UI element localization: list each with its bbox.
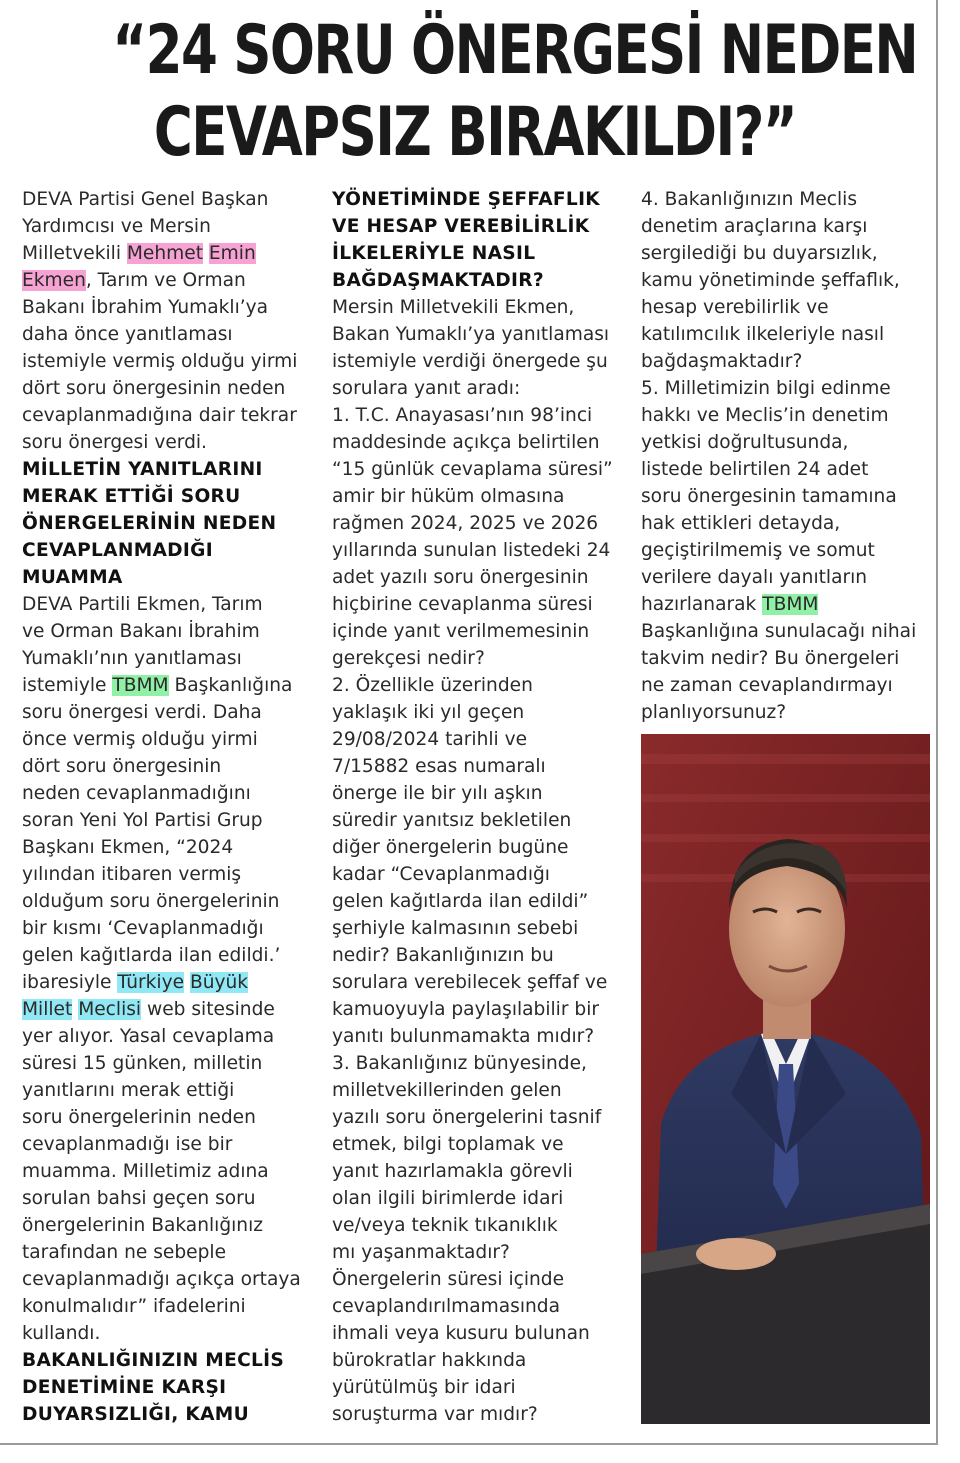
- subheading-line: [22, 537, 318, 564]
- text-segment: hesap verebilirlik ve: [641, 297, 829, 318]
- text-segment: istemiyle: [22, 675, 113, 696]
- body-text-line: [22, 780, 318, 807]
- text-segment: neden cevaplanmadığını: [22, 783, 251, 804]
- body-text-line: [22, 1266, 318, 1293]
- text-segment: daha önce yanıtlaması: [22, 324, 233, 345]
- text-segment: soru önergesi verdi.: [22, 432, 207, 453]
- text-segment: amir bir hüküm olmasına: [332, 486, 565, 507]
- subheading-line: [332, 267, 632, 294]
- body-text-line: [22, 240, 318, 267]
- body-text-line: [332, 1158, 632, 1185]
- body-text-line: [332, 1374, 632, 1401]
- text-segment: listede belirtilen 24 adet: [641, 459, 869, 480]
- text-segment: soran Yeni Yol Partisi Grup: [22, 810, 263, 831]
- subheading-line: [22, 510, 318, 537]
- body-text-line: [332, 429, 632, 456]
- text-segment: önerge ile bir yılı aşkın: [332, 783, 543, 804]
- text-segment: yanıt hazırlamakla görevli: [332, 1161, 573, 1182]
- body-text-line: [332, 780, 632, 807]
- text-segment: yanıtı bulunmamakta mıdır?: [332, 1026, 595, 1047]
- body-text-line: [22, 1185, 318, 1212]
- text-segment: DEVA Partisi Genel Başkan: [22, 189, 269, 210]
- subheading-line: [22, 1347, 318, 1374]
- text-segment: rağmen 2024, 2025 ve 2026: [332, 513, 599, 534]
- text-segment: MERAK ETTİĞİ SORU: [22, 486, 241, 507]
- text-segment: bir kısmı ‘Cevaplanmadığı: [22, 918, 264, 939]
- body-text-line: [332, 1347, 632, 1374]
- text-segment: Başkanlığına sunulacağı nihai: [641, 621, 917, 642]
- text-segment: YÖNETİMİNDE ŞEFFAFLIK: [332, 189, 600, 210]
- body-text-line: [332, 1266, 632, 1293]
- body-text-line: [332, 1185, 632, 1212]
- text-segment: ne zaman cevaplandırmayı: [641, 675, 893, 696]
- article-column-3: [641, 186, 941, 726]
- text-segment: MUAMMA: [22, 567, 123, 588]
- text-segment: DUYARSIZLIĞI, KAMU: [22, 1404, 249, 1425]
- text-segment: şerhiyle kalmasının sebebi: [332, 918, 579, 939]
- body-text-line: [641, 294, 941, 321]
- highlighted-term: Ekmen: [22, 270, 86, 291]
- text-segment: Yumaklı’nın yanıtlaması: [22, 648, 242, 669]
- subheading-line: [22, 1401, 318, 1428]
- body-text-line: [22, 429, 318, 456]
- text-segment: MİLLETİN YANITLARINI: [22, 459, 263, 480]
- body-text-line: [332, 1401, 632, 1428]
- subheading-line: [332, 186, 632, 213]
- text-segment: ÖNERGELERİNİN NEDEN: [22, 513, 277, 534]
- text-segment: muamma. Milletimiz adına: [22, 1161, 269, 1182]
- text-segment: maddesinde açıkça belirtilen: [332, 432, 600, 453]
- text-segment: diğer önergelerin bugüne: [332, 837, 569, 858]
- body-text-line: [332, 888, 632, 915]
- body-text-line: [332, 1239, 632, 1266]
- headline: [112, 10, 918, 174]
- body-text-line: [22, 888, 318, 915]
- text-segment: geçiştirilmemiş ve somut: [641, 540, 875, 561]
- body-text-line: [22, 753, 318, 780]
- body-text-line: [641, 321, 941, 348]
- text-segment: Başkanlığına: [168, 675, 293, 696]
- body-text-line: [22, 915, 318, 942]
- body-text-line: [22, 294, 318, 321]
- text-segment: 4. Bakanlığınızın Meclis: [641, 189, 858, 210]
- body-text-line: [641, 672, 941, 699]
- text-segment: içinde yanıt verilmemesinin: [332, 621, 590, 642]
- text-segment: “15 günlük cevaplama süresi”: [332, 459, 613, 480]
- text-segment: gelen kağıtlarda ilan edildi”: [332, 891, 589, 912]
- text-segment: bağdaşmaktadır?: [641, 351, 803, 372]
- text-segment: nedir? Bakanlığınızın bu: [332, 945, 554, 966]
- text-segment: önergelerinin Bakanlığınız: [22, 1215, 264, 1236]
- text-segment: 5. Milletimizin bilgi edinme: [641, 378, 891, 399]
- body-text-line: [22, 348, 318, 375]
- body-text-line: [332, 753, 632, 780]
- text-segment: 29/08/2024 tarihli ve: [332, 729, 528, 750]
- text-segment: soru önergesinin tamamına: [641, 486, 897, 507]
- body-text-line: [22, 996, 318, 1023]
- highlighted-term: TBMM: [112, 675, 169, 696]
- text-segment: hakkı ve Meclis’in denetim: [641, 405, 889, 426]
- body-text-line: [332, 591, 632, 618]
- subheading-line: [332, 240, 632, 267]
- text-segment: , Tarım ve Orman: [85, 270, 246, 291]
- text-segment: web sitesinde: [141, 999, 275, 1020]
- article-column-1: [22, 186, 318, 1428]
- body-text-line: [22, 834, 318, 861]
- text-segment: gelen kağıtlarda ilan edildi.’: [22, 945, 281, 966]
- text-segment: 2. Özellikle üzerinden: [332, 675, 533, 696]
- body-text-line: [332, 483, 632, 510]
- text-segment: 7/15882 esas numaralı: [332, 756, 546, 777]
- text-segment: etmek, bilgi toplamak ve: [332, 1134, 564, 1155]
- body-text-line: [22, 942, 318, 969]
- body-text-line: [22, 1104, 318, 1131]
- subheading-line: [332, 213, 632, 240]
- text-segment: sorulara verebilecek şeffaf ve: [332, 972, 608, 993]
- body-text-line: [22, 969, 318, 996]
- body-text-line: [332, 834, 632, 861]
- text-segment: yürütülmüş bir idari: [332, 1377, 516, 1398]
- text-segment: tarafından ne sebeple: [22, 1242, 227, 1263]
- text-segment: önce vermiş olduğu yirmi: [22, 729, 258, 750]
- text-segment: Mersin Milletvekili Ekmen,: [332, 297, 575, 318]
- body-text-line: [22, 1131, 318, 1158]
- subheading-line: [22, 483, 318, 510]
- text-segment: yetkisi doğrultusunda,: [641, 432, 849, 453]
- text-segment: soruşturma var mıdır?: [332, 1404, 538, 1425]
- body-text-line: [22, 618, 318, 645]
- body-text-line: [641, 699, 941, 726]
- body-text-line: [332, 1023, 632, 1050]
- text-segment: soru önergesi verdi. Daha: [22, 702, 262, 723]
- text-segment: VE HESAP VEREBİLİRLİK: [332, 216, 590, 237]
- subheading-line: [22, 1374, 318, 1401]
- text-segment: 3. Bakanlığınız bünyesinde,: [332, 1053, 587, 1074]
- headline-line-2: CEVAPSIZ BIRAKILDI?”: [153, 93, 797, 172]
- body-text-line: [332, 1050, 632, 1077]
- body-text-line: [641, 483, 941, 510]
- text-segment: sorulan bahsi geçen soru: [22, 1188, 256, 1209]
- body-text-line: [641, 267, 941, 294]
- body-text-line: [641, 348, 941, 375]
- subheading-line: [22, 564, 318, 591]
- body-text-line: [641, 645, 941, 672]
- article-column-2: [332, 186, 632, 1428]
- body-text-line: [22, 186, 318, 213]
- body-text-line: [22, 1320, 318, 1347]
- headline-line-1: “24 SORU ÖNERGESİ NEDEN: [112, 11, 918, 90]
- body-text-line: [641, 186, 941, 213]
- body-text-line: [332, 1131, 632, 1158]
- body-text-line: [332, 996, 632, 1023]
- body-text-line: [641, 375, 941, 402]
- text-segment: Milletvekili: [22, 243, 127, 264]
- body-text-line: [641, 591, 941, 618]
- body-text-line: [332, 1212, 632, 1239]
- body-text-line: [332, 402, 632, 429]
- body-text-line: [332, 456, 632, 483]
- body-text-line: [641, 240, 941, 267]
- body-text-line: [332, 969, 632, 996]
- text-segment: DEVA Partili Ekmen, Tarım: [22, 594, 263, 615]
- text-segment: 1. T.C. Anayasası’nın 98’inci: [332, 405, 593, 426]
- body-text-line: [641, 429, 941, 456]
- text-segment: hiçbirine cevaplanma süresi: [332, 594, 593, 615]
- text-segment: ve/veya teknik tıkanıklık: [332, 1215, 558, 1236]
- text-segment: Yardımcısı ve Mersin: [22, 216, 211, 237]
- highlighted-term: Millet: [22, 999, 73, 1020]
- body-text-line: [332, 294, 632, 321]
- text-segment: yer alıyor. Yasal cevaplama: [22, 1026, 275, 1047]
- body-text-line: [332, 537, 632, 564]
- body-text-line: [641, 456, 941, 483]
- text-segment: olan ilgili birimlerde idari: [332, 1188, 564, 1209]
- photo-illustration: [641, 734, 930, 1424]
- body-text-line: [332, 510, 632, 537]
- body-text-line: [332, 1293, 632, 1320]
- text-segment: BAKANLIĞINIZIN MECLİS: [22, 1350, 285, 1371]
- text-segment: yaklaşık iki yıl geçen: [332, 702, 525, 723]
- text-segment: Bakan Yumaklı’ya yanıtlaması: [332, 324, 610, 345]
- text-segment: kullandı.: [22, 1323, 101, 1344]
- text-segment: cevaplanmadığı açıkça ortaya: [22, 1269, 301, 1290]
- body-text-line: [641, 618, 941, 645]
- text-segment: verilere dayalı yanıtların: [641, 567, 868, 588]
- text-segment: yazılı soru önergelerini tasnif: [332, 1107, 602, 1128]
- text-segment: BAĞDAŞMAKTADIR?: [332, 270, 544, 291]
- text-segment: yanıtlarını merak ettiği: [22, 1080, 235, 1101]
- body-text-line: [22, 1050, 318, 1077]
- text-segment: CEVAPLANMADIĞI: [22, 540, 213, 561]
- body-text-line: [22, 1023, 318, 1050]
- text-segment: kamu yönetiminde şeffaflık,: [641, 270, 900, 291]
- subheading-line: [22, 456, 318, 483]
- body-text-line: [22, 1212, 318, 1239]
- body-text-line: [332, 564, 632, 591]
- text-segment: DENETİMİNE KARŞI: [22, 1377, 227, 1398]
- body-text-line: [641, 537, 941, 564]
- body-text-line: [22, 402, 318, 429]
- text-segment: olduğum soru önergelerinin: [22, 891, 280, 912]
- text-segment: bürokratlar hakkında: [332, 1350, 527, 1371]
- highlighted-term: Meclisi: [78, 999, 142, 1020]
- text-segment: ihmali veya kusuru bulunan: [332, 1323, 590, 1344]
- text-segment: dört soru önergesinin neden: [22, 378, 286, 399]
- body-text-line: [332, 645, 632, 672]
- text-segment: istemiyle verdiği önergede şu: [332, 351, 608, 372]
- body-text-line: [22, 672, 318, 699]
- body-text-line: [332, 942, 632, 969]
- text-segment: yıllarında sunulan listedeki 24: [332, 540, 611, 561]
- body-text-line: [22, 699, 318, 726]
- politician-photo: [641, 734, 930, 1424]
- text-segment: yılından itibaren vermiş: [22, 864, 242, 885]
- text-segment: takvim nedir? Bu önergeleri: [641, 648, 900, 669]
- body-text-line: [22, 1293, 318, 1320]
- body-text-line: [332, 321, 632, 348]
- body-text-line: [22, 1077, 318, 1104]
- body-text-line: [22, 861, 318, 888]
- text-segment: Başkanı Ekmen, “2024: [22, 837, 234, 858]
- highlighted-term: Mehmet: [126, 243, 203, 264]
- body-text-line: [22, 1158, 318, 1185]
- text-segment: sorulara yanıt aradı:: [332, 378, 521, 399]
- text-segment: süredir yanıtsız bekletilen: [332, 810, 572, 831]
- body-text-line: [332, 348, 632, 375]
- body-text-line: [22, 267, 318, 294]
- body-text-line: [332, 726, 632, 753]
- body-text-line: [332, 807, 632, 834]
- body-text-line: [22, 321, 318, 348]
- text-segment: cevaplanmadığı ise bir: [22, 1134, 233, 1155]
- text-segment: ibaresiyle: [22, 972, 118, 993]
- text-segment: denetim araçlarına karşı: [641, 216, 868, 237]
- body-text-line: [332, 699, 632, 726]
- body-text-line: [332, 1077, 632, 1104]
- text-segment: dört soru önergesinin: [22, 756, 222, 777]
- text-segment: hak ettikleri detayda,: [641, 513, 841, 534]
- text-segment: süresi 15 günken, milletin: [22, 1053, 263, 1074]
- frame-bottom-border: [0, 1443, 938, 1445]
- text-segment: kamuoyuyla paylaşılabilir bir: [332, 999, 600, 1020]
- body-text-line: [332, 915, 632, 942]
- text-segment: gerekçesi nedir?: [332, 648, 485, 669]
- text-segment: adet yazılı soru önergesinin: [332, 567, 589, 588]
- text-segment: kadar “Cevaplanmadığı: [332, 864, 550, 885]
- body-text-line: [22, 645, 318, 672]
- text-segment: planlıyorsunuz?: [641, 702, 787, 723]
- text-segment: mı yaşanmaktadır?: [332, 1242, 510, 1263]
- body-text-line: [332, 861, 632, 888]
- highlighted-term: Türkiye: [117, 972, 185, 993]
- body-text-line: [22, 807, 318, 834]
- highlighted-term: Emin: [208, 243, 256, 264]
- body-text-line: [332, 618, 632, 645]
- body-text-line: [641, 402, 941, 429]
- text-segment: soru önergelerinin neden: [22, 1107, 256, 1128]
- text-segment: milletvekillerinden gelen: [332, 1080, 562, 1101]
- text-segment: hazırlanarak: [641, 594, 763, 615]
- text-segment: sergilediği bu duyarsızlık,: [641, 243, 878, 264]
- body-text-line: [22, 213, 318, 240]
- text-segment: konulmalıdır” ifadelerini: [22, 1296, 246, 1317]
- text-segment: katılımcılık ilkeleriyle nasıl: [641, 324, 885, 345]
- text-segment: Önergelerin süresi içinde: [332, 1269, 565, 1290]
- highlighted-term: Büyük: [189, 972, 249, 993]
- body-text-line: [22, 1239, 318, 1266]
- text-segment: Bakanı İbrahim Yumaklı’ya: [22, 297, 269, 318]
- body-text-line: [22, 591, 318, 618]
- text-segment: cevaplanmadığına dair tekrar: [22, 405, 297, 426]
- highlighted-term: TBMM: [762, 594, 819, 615]
- text-segment: ve Orman Bakanı İbrahim: [22, 621, 260, 642]
- text-segment: İLKELERİYLE NASIL: [332, 243, 536, 264]
- body-text-line: [641, 510, 941, 537]
- body-text-line: [332, 1320, 632, 1347]
- text-segment: cevaplandırılmamasında: [332, 1296, 561, 1317]
- body-text-line: [332, 672, 632, 699]
- body-text-line: [641, 564, 941, 591]
- body-text-line: [22, 726, 318, 753]
- text-segment: istemiyle vermiş olduğu yirmi: [22, 351, 298, 372]
- body-text-line: [22, 375, 318, 402]
- body-text-line: [641, 213, 941, 240]
- body-text-line: [332, 1104, 632, 1131]
- body-text-line: [332, 375, 632, 402]
